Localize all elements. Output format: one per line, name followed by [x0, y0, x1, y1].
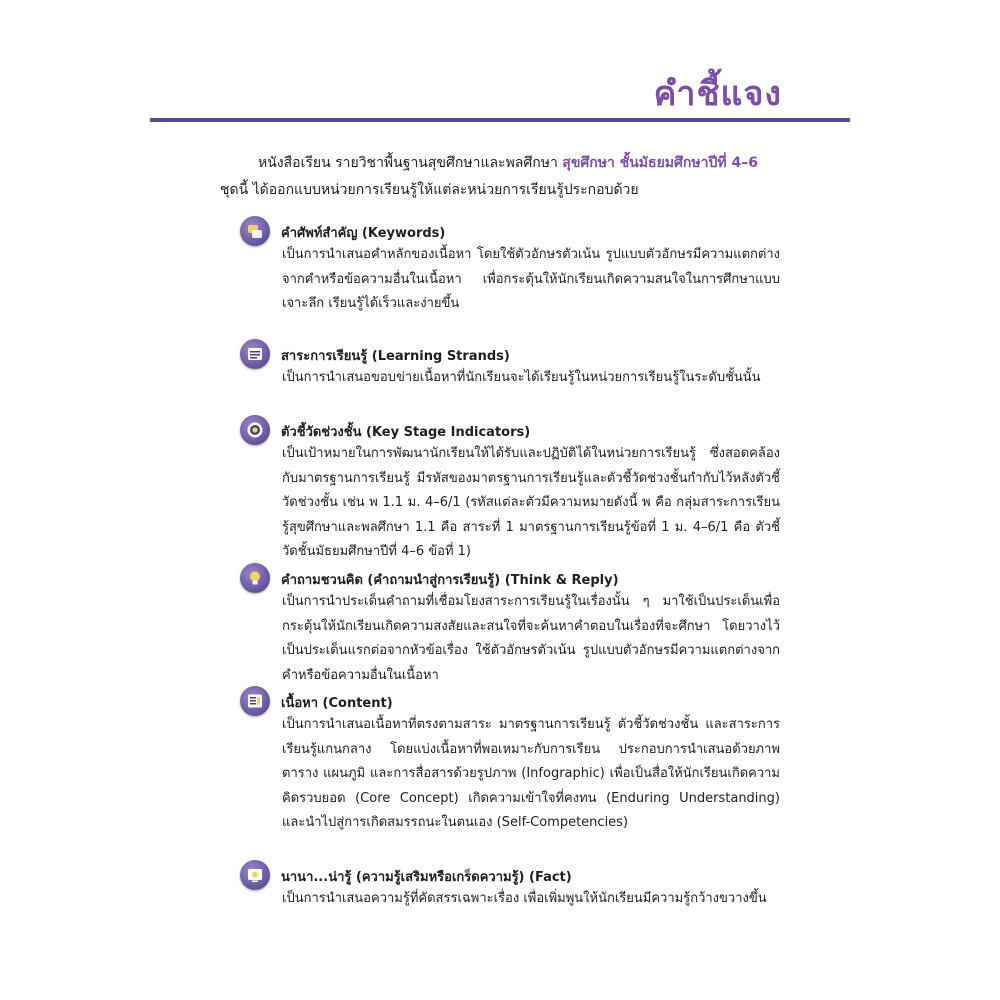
section-body: เป็นการนำประเด็นคำถามที่เชื่อมโยงสาระการเรียนรู้ในเรื่องนั้น ๆ มาใช้เป็นประเด็นเพื่อกระตุ้นให้นักเรียนเกิดความสงสัยและสนใจที่จะค้นหาคำตอบในเรื่องที่จะศึกษา โดยวางไว้เป็นประเด็นแรกต่อจากหัวข้อเรื่อง ใช้ตัวอักษรตัวเน้น รูปแบบตัวอักษรมีความแตกต่างจากคำหรือข้อความอื่นในเนื้อหา — [282, 594, 780, 683]
section-heading: เนื้อหา (Content) — [281, 696, 393, 711]
intro-text-line2: ชุดนี้ ได้ออกแบบหน่วยการเรียนรู้ให้แต่ละหน่วยการเรียนรู้ประกอบด้วย — [220, 182, 639, 198]
section-body: เป็นการนำเสนอคำหลักของเนื้อหา โดยใช้ตัวอักษรตัวเน้น รูปแบบตัวอักษรมีความแตกต่างจากคำหรือข้อความอื่นในเนื้อหา เพื่อกระตุ้นให้นักเรียนเกิดความสนใจในการศึกษาแบบเจาะลึก เรียนรู้ได้เร็วและง่ายขึ้น — [282, 247, 780, 311]
title-rule — [150, 118, 850, 122]
intro-text: หนังสือเรียน รายวิชาพื้นฐานสุขศึกษาและพลศึกษา — [258, 155, 558, 171]
keywords-icon — [240, 216, 270, 246]
section-heading: ตัวชี้วัดช่วงชั้น (Key Stage Indicators) — [281, 425, 531, 440]
learning-strands-icon — [240, 339, 270, 369]
section-body: เป็นการนำเสนอขอบข่ายเนื้อหาที่นักเรียนจะได้เรียนรู้ในหน่วยการเรียนรู้ในระดับชั้นนั้น — [282, 370, 761, 385]
target-icon — [240, 415, 270, 445]
section-body: เป็นเป้าหมายในการพัฒนานักเรียนให้ได้รับและปฏิบัติได้ในหน่วยการเรียนรู้ ซึ่งสอดคล้องกับมาตรฐานการเรียนรู้ มีรหัสของมาตรฐานการเรียนรู้และตัวชี้วัดช่วงชั้นกำกับไว้หลังตัวชี้วัดช่วงชั้น เช่น พ 1.1 ม. 4–6/1 (รหัสแต่ละตัวมีความหมายดังนี้ พ คือ กลุ่มสาระการเรียนรู้สุขศึกษาและพลศึกษา 1.1 คือ สาระที่ 1 มาตรฐานการเรียนรู้ข้อที่ 1 ม. 4–6/1 คือ ตัวชี้วัดชั้นมัธยมศึกษาปีที่ 4–6 ข้อที่ 1) — [282, 446, 780, 559]
section-heading: คำศัพท์สำคัญ (Keywords) — [281, 226, 446, 241]
lightbulb-icon — [240, 563, 270, 593]
section-heading: นานา...น่ารู้ (ความรู้เสริมหรือเกร็ดความรู้) (Fact) — [281, 870, 572, 885]
content-icon — [240, 686, 270, 716]
section-heading: สาระการเรียนรู้ (Learning Strands) — [281, 349, 510, 364]
intro-paragraph — [220, 150, 780, 204]
section-body: เป็นการนำเสนอเนื้อหาที่ตรงตามสาระ มาตรฐานการเรียนรู้ ตัวชี้วัดช่วงชั้น และสาระการเรียนรู้แกนกลาง โดยแบ่งเนื้อหาที่พอเหมาะกับการเรียน ประกอบการนำเสนอด้วยภาพ ตาราง แผนภูมิ และการสื่อสารด้วยรูปภาพ (Infographic) เพื่อเป็นสื่อให้นักเรียนเกิดความคิดรวบยอด (Core Concept) เกิดความเข้าใจที่คงทน (Enduring Understanding) และนำไปสู่การเกิดสมรรถนะในตนเอง (Self-Competencies) — [282, 717, 780, 830]
intro-highlight: สุขศึกษา ชั้นมัธยมศึกษาปีที่ 4–6 — [562, 155, 758, 171]
page-title: คำชี้แจง — [653, 74, 782, 114]
fact-icon — [240, 860, 270, 890]
section-heading: คำถามชวนคิด (คำถามนำสู่การเรียนรู้) (Think & Reply) — [281, 573, 619, 588]
section-body: เป็นการนำเสนอความรู้ที่คัดสรรเฉพาะเรื่อง เพื่อเพิ่มพูนให้นักเรียนมีความรู้กว้างขวางขึ้น — [282, 891, 767, 906]
